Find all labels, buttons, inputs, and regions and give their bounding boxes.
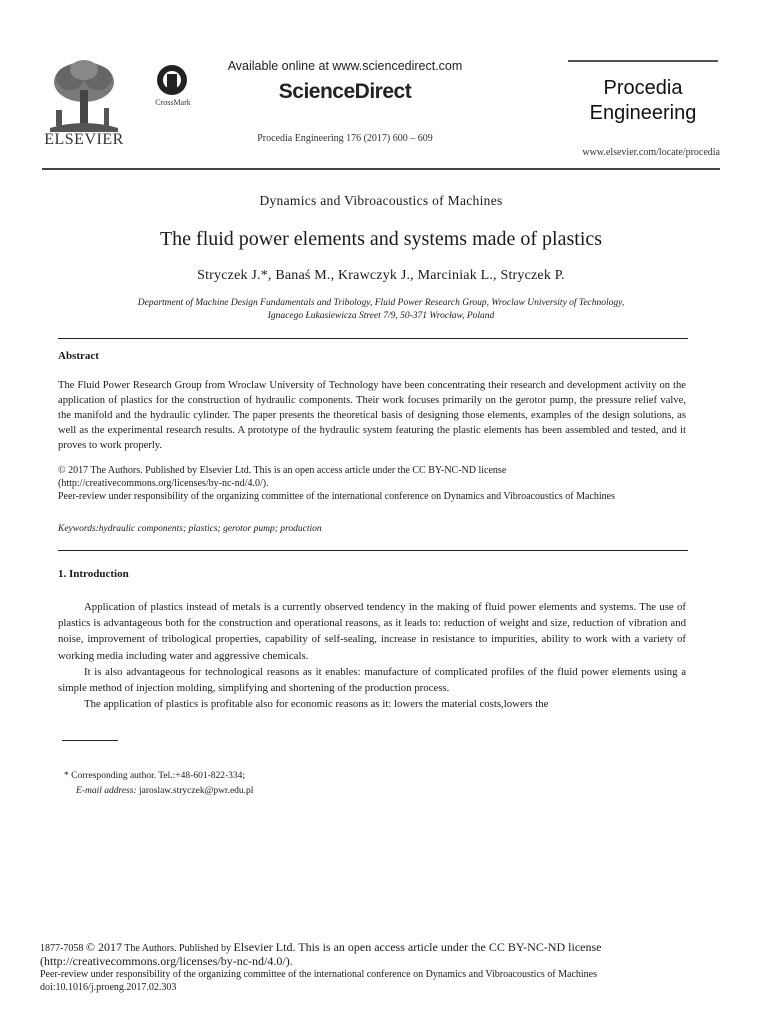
- affiliation-line1: Department of Machine Design Fundamentals and Tribology, Fluid Power Research Group, Wroclaw University of Technology,: [137, 298, 625, 308]
- journal-citation: Procedia Engineering 176 (2017) 600 – 609: [257, 133, 433, 144]
- journal-title-line1: Procedia: [603, 77, 683, 99]
- issn: 1877-7058: [40, 943, 84, 954]
- crossmark-label: CrossMark: [155, 98, 191, 107]
- footer-peer-review: Peer-review under responsibility of the organizing committee of the international conference on Dynamics and Vibroacoustics of Machines: [40, 969, 597, 980]
- abstract-license: [58, 464, 686, 503]
- paragraph-3: The application of plastics is profitable also for economic reasons as it: lowers the material costs,lowers the: [84, 698, 549, 711]
- license-line1: © 2017 The Authors. Published by Elsevier Ltd. This is an open access article under the CC BY-NC-ND license: [58, 465, 507, 476]
- copyright-license: Elsevier Ltd. This is an open access article under the CC BY-NC-ND license: [233, 940, 602, 954]
- copyright-authors: The Authors. Published by: [124, 943, 231, 954]
- email-line: [76, 786, 253, 796]
- abstract-bottom-rule: [58, 550, 688, 551]
- abstract-top-rule: [58, 338, 688, 339]
- introduction-body: [58, 599, 686, 712]
- abstract-heading: Abstract: [58, 350, 99, 362]
- corresponding-author: * Corresponding author. Tel.:+48-601-822-334;: [64, 771, 246, 781]
- affiliation-line2: Ignacego Łukasiewicza Street 7/9, 50-371 Wrocław, Poland: [267, 311, 495, 321]
- footer-license-url-link[interactable]: (http://creativecommons.org/licenses/by-nc-nd/4.0/).: [40, 954, 293, 968]
- abstract-text: The Fluid Power Research Group from Wroclaw University of Technology have been concentrating their research and development activity on the application of plastics for the construction of hydraulic components. Their work focuses primarily on the gerotor pump, the pressure relief valve, the manifold and the hydraulic cylinder. The paper presents the theoretical basis of designing those elements, examples of the design solutions, as well as the experimental research results. A prototype of the hydraulic system featuring the plastic elements has been assembled and tested, and it proves to work properly.: [58, 380, 686, 451]
- paper-title: The fluid power elements and systems made of plastics: [159, 228, 603, 250]
- paragraph-2: It is also advantageous for technological reasons as it enables: manufacture of complicated profiles of the fluid power elements using a simple method of injection molding, simplifying and shortening of the production process.: [58, 665, 686, 695]
- copyright-year: © 2017: [85, 940, 122, 954]
- page-footer: [40, 941, 730, 994]
- publisher-wordmark: ELSEVIER: [44, 131, 124, 148]
- license-url-link[interactable]: (http://creativecommons.org/licenses/by-nc-nd/4.0/).: [58, 478, 269, 489]
- author-list: Stryczek J.*, Banaś M., Krawczyk J., Marciniak L., Stryczek P.: [197, 268, 565, 283]
- footnote-rule: [62, 740, 118, 741]
- doi-link[interactable]: doi:10.1016/j.proeng.2017.02.303: [40, 982, 177, 993]
- paragraph-1: Application of plastics instead of metals is a currently observed tendency in the making of fluid power elements and systems. The use of plastics is advantageous both for the construction and operational reasons, as it leads to: reduction of weight and size, reduction of vibration and noise, improvement of tribological properties, capability of self-sealing, increase in resistance to impurities, ability to work with a variety of working media including water and aggressive chemicals.: [58, 601, 686, 662]
- conference-name: Dynamics and Vibroacoustics of Machines: [259, 193, 503, 208]
- available-online-text[interactable]: Available online at www.sciencedirect.com: [227, 59, 463, 73]
- email-label: E-mail address:: [76, 786, 137, 796]
- keywords: Keywords:hydraulic components; plastics; gerotor pump; production: [58, 524, 322, 534]
- journal-title-line2: Engineering: [589, 102, 697, 124]
- journal-url-link[interactable]: www.elsevier.com/locate/procedia: [582, 147, 720, 158]
- sciencedirect-logo[interactable]: ScienceDirect: [278, 80, 412, 103]
- elsevier-tree-logo: [42, 58, 126, 134]
- header-divider: [42, 168, 720, 170]
- peer-review-note: Peer-review under responsibility of the organizing committee of the international conference on Dynamics and Vibroacoustics of Machines: [58, 491, 615, 502]
- email-link[interactable]: jaroslaw.stryczek@pwr.edu.pl: [138, 786, 254, 796]
- section-heading-introduction: 1. Introduction: [58, 568, 129, 580]
- footer-copyright: [40, 941, 730, 955]
